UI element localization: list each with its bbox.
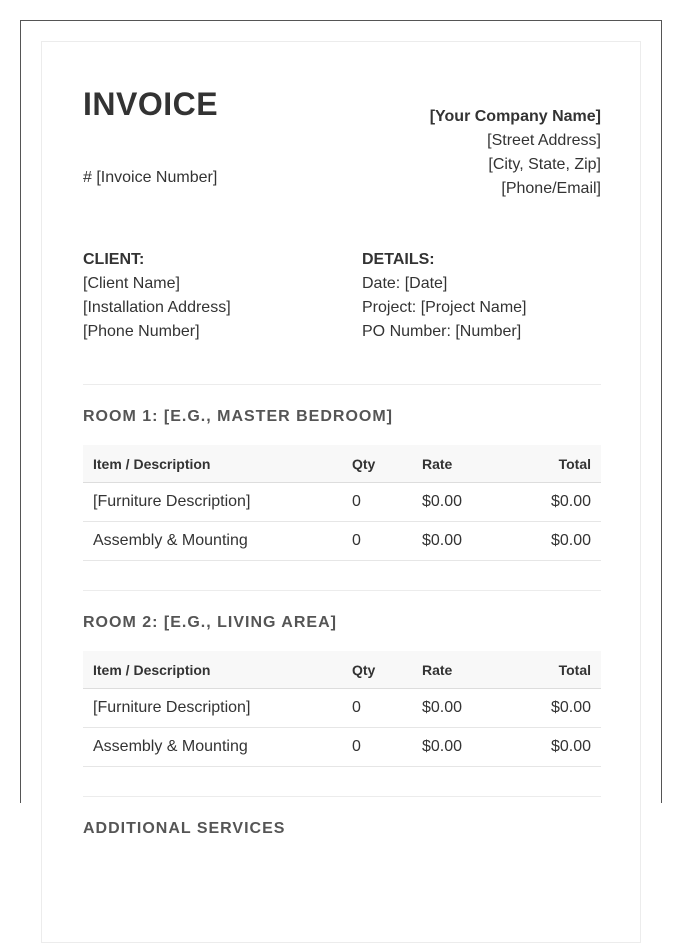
details-block <box>362 248 527 344</box>
cell-total: $0.00 <box>522 522 601 561</box>
room-2-table <box>83 651 601 767</box>
cell-description: Assembly & Mounting <box>83 522 342 561</box>
invoice-content <box>83 42 601 837</box>
invoice-title: INVOICE <box>83 86 219 122</box>
section-divider <box>83 590 601 591</box>
cell-rate: $0.00 <box>412 483 522 522</box>
cell-rate: $0.00 <box>412 728 522 767</box>
company-name: [Your Company Name] <box>429 108 601 125</box>
details-project: Project: [Project Name] <box>362 299 527 316</box>
cell-qty: 0 <box>342 522 412 561</box>
cell-description: [Furniture Description] <box>83 483 342 522</box>
column-header-description: Item / Description <box>83 651 342 689</box>
company-city: [City, State, Zip] <box>488 156 601 173</box>
client-block <box>83 248 231 344</box>
cell-rate: $0.00 <box>412 522 522 561</box>
client-label: CLIENT: <box>83 251 145 268</box>
client-phone: [Phone Number] <box>83 323 200 340</box>
column-header-rate: Rate <box>412 651 522 689</box>
cell-total: $0.00 <box>522 728 601 767</box>
table-header-row <box>83 651 601 689</box>
invoice-sheet <box>41 41 641 943</box>
table-row <box>83 522 601 561</box>
cell-description: [Furniture Description] <box>83 689 342 728</box>
cell-total: $0.00 <box>522 689 601 728</box>
invoice-header <box>83 42 601 197</box>
company-street: [Street Address] <box>487 132 601 149</box>
invoice-number: # [Invoice Number] <box>83 169 218 186</box>
column-header-rate: Rate <box>412 445 522 483</box>
cell-total: $0.00 <box>522 483 601 522</box>
column-header-total: Total <box>522 651 601 689</box>
table-row <box>83 689 601 728</box>
client-address: [Installation Address] <box>83 299 231 316</box>
company-block <box>430 105 601 201</box>
cell-description: Assembly & Mounting <box>83 728 342 767</box>
column-header-description: Item / Description <box>83 445 342 483</box>
client-name: [Client Name] <box>83 275 180 292</box>
section-divider <box>83 384 601 385</box>
table-row <box>83 728 601 767</box>
room-1-title: ROOM 1: [E.G., MASTER BEDROOM] <box>83 408 393 425</box>
column-header-total: Total <box>522 445 601 483</box>
details-po: PO Number: [Number] <box>362 323 522 340</box>
room-2-title: ROOM 2: [E.G., LIVING AREA] <box>83 614 337 631</box>
section-divider <box>83 796 601 797</box>
additional-services-title: ADDITIONAL SERVICES <box>83 820 286 837</box>
cell-qty: 0 <box>342 728 412 767</box>
cell-rate: $0.00 <box>412 689 522 728</box>
room-1-table <box>83 445 601 561</box>
cell-qty: 0 <box>342 483 412 522</box>
table-header-row <box>83 445 601 483</box>
cell-qty: 0 <box>342 689 412 728</box>
details-date: Date: [Date] <box>362 275 448 292</box>
column-header-qty: Qty <box>342 445 412 483</box>
document-viewport <box>20 20 662 837</box>
company-contact: [Phone/Email] <box>501 180 601 197</box>
details-label: DETAILS: <box>362 251 435 268</box>
table-row <box>83 483 601 522</box>
column-header-qty: Qty <box>342 651 412 689</box>
